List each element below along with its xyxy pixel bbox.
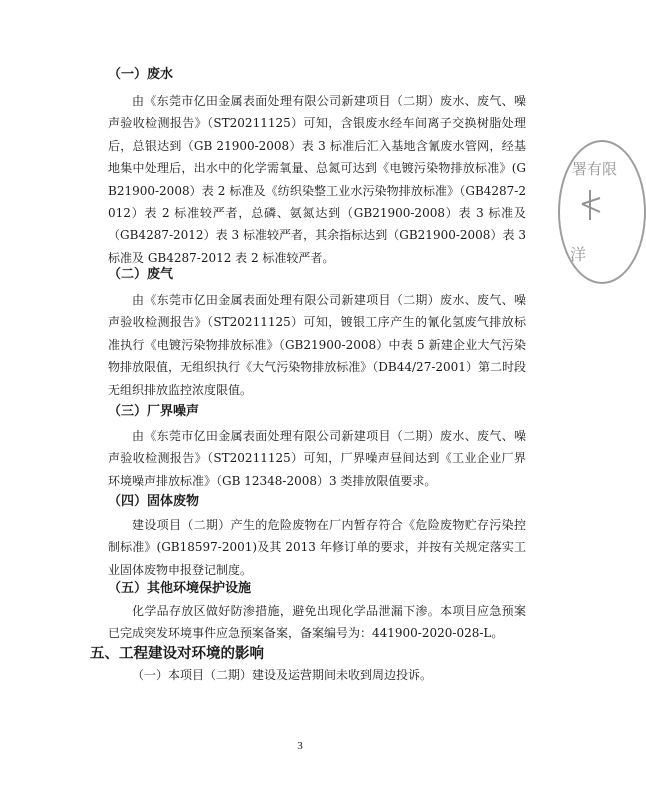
section-body-exhaust-gas: 由《东莞市亿田金属表面处理有限公司新建项目（二期）废水、废气、噪声验收检测报告》（ST20211125）可知，镀银工序产生的氰化氢废气排放标准执行《电镀污染物排放标准》（GB21900-2008）中表 5 新建企业大气污染物排放限值，无组织执行《大气污染物排放标准》（DB44/27-2001）第二时段无组织排放监控浓度限值。 — [108, 293, 526, 397]
section-heading-exhaust-gas: （二）废气 — [108, 267, 174, 282]
chapter-heading: 五、工程建设对环境的影响 — [90, 645, 264, 662]
official-seal-stamp — [558, 140, 646, 284]
section-heading-other-facilities: （五）其他环境保护设施 — [108, 581, 252, 596]
page-number: 3 — [297, 740, 303, 752]
section-body-solid-waste: 建设项目（二期）产生的危险废物在厂内暂存符合《危险废物贮存污染控制标准》(GB18597-2001)及其 2013 年修订单的要求，并按有关规定落实工业固体废物申报登记制度。 — [108, 518, 526, 577]
chapter-item: （一）本项目（二期）建设及运营期间未收到周边投诉。 — [132, 668, 433, 682]
section-heading-noise: （三）厂界噪声 — [108, 404, 200, 419]
section-body-other-facilities: 化学品存放区做好防渗措施，避免出现化学品泄漏下渗。本项目应急预案已完成突发环境事件应急预案备案，备案编号为：441900-2020-028-L。 — [108, 604, 526, 641]
seal-text-bottom: 洋 — [570, 245, 587, 264]
seal-text-top: 署有限 — [572, 160, 618, 178]
section-heading-wastewater: （一）废水 — [108, 67, 174, 82]
section-heading-solid-waste: （四）固体废物 — [108, 494, 200, 509]
section-body-noise: 由《东莞市亿田金属表面处理有限公司新建项目（二期）废水、废气、噪声验收检测报告》（ST20211125）可知，厂界噪声昼间达到《工业企业厂界环境噪声排放标准》（GB 12348-2008）3 类排放限值要求。 — [108, 429, 526, 488]
seal-graphic — [560, 142, 644, 282]
section-body-wastewater: 由《东莞市亿田金属表面处理有限公司新建项目（二期）废水、废气、噪声验收检测报告》（ST20211125）可知，含银废水经车间离子交换树脂处理后，总银达到（GB 21900-2008）表 3 标准后汇入基地含氰废水管网，经基地集中处理后，出水中的化学需氧量、总氮可达到《电镀污染物排放标准》(GB21900-2008）表 2 标准及《纺织染整工业水污染物排放标准》（GB4287-2012）表 2 标准较严者，总磷、氨氮达到（GB21900-2008）表 3 标准及（GB4287-2012）表 3 标准较严者，其余指标达到（GB21900-2008）表 3 标准及 GB4287-2012 表 2 标准较严者。 — [108, 94, 526, 265]
